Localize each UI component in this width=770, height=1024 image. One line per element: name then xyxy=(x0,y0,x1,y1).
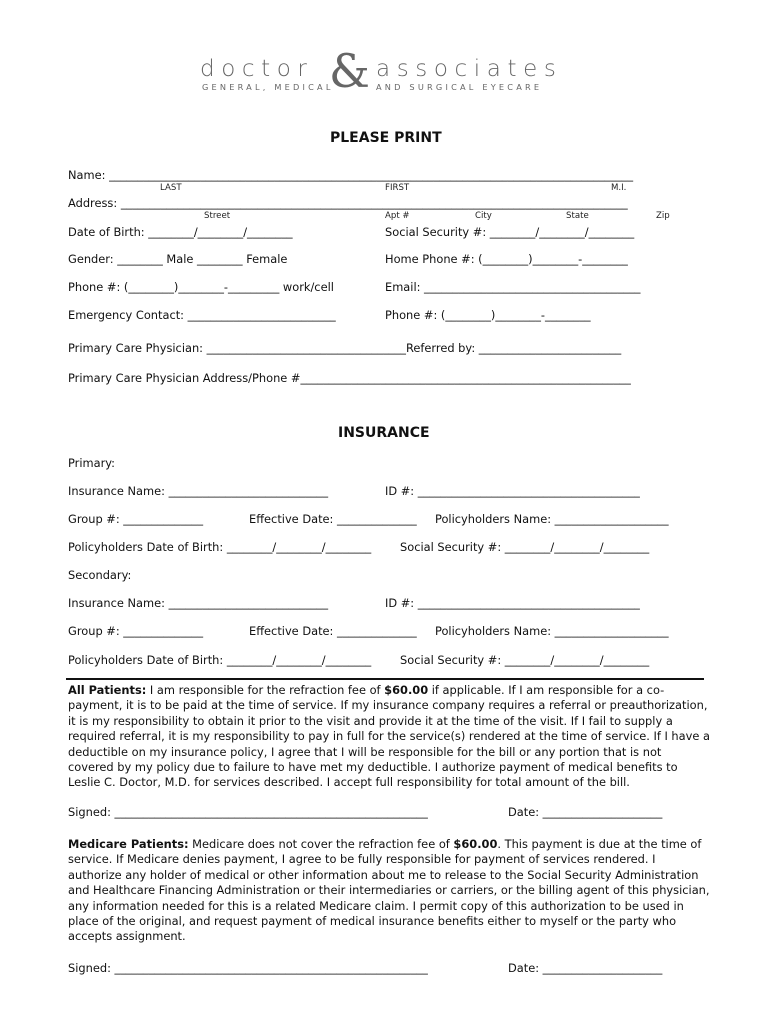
secondary-insurance-name-field[interactable]: Insurance Name: ____________________________ xyxy=(68,596,329,610)
emergency-contact-field[interactable]: Emergency Contact: __________________________ xyxy=(68,308,336,322)
medicare-text-1: Medicare does not cover the refraction fee of xyxy=(188,837,454,851)
date-of-birth-field[interactable]: Date of Birth: ________/________/________ xyxy=(68,225,293,239)
secondary-policyholder-name-field[interactable]: Policyholders Name: ____________________ xyxy=(435,624,669,638)
pcp-address-phone-field[interactable]: Primary Care Physician Address/Phone #__________________________________________________________ xyxy=(68,371,631,385)
primary-effective-date-field[interactable]: Effective Date: ______________ xyxy=(249,512,417,526)
email-field[interactable]: Email: ______________________________________ xyxy=(385,280,641,294)
signature-field-2[interactable]: Signed: _______________________________________________________ xyxy=(68,961,428,975)
logo-ampersand: & xyxy=(329,44,370,98)
logo-word-associates: associates xyxy=(376,56,563,82)
secondary-group-field[interactable]: Group #: ______________ xyxy=(68,624,204,638)
primary-policyholder-name-field[interactable]: Policyholders Name: ____________________ xyxy=(435,512,669,526)
secondary-policyholder-ssn-field[interactable]: Social Security #: ________/________/________ xyxy=(400,653,650,667)
address-city-caption: City xyxy=(475,211,492,221)
medicare-text-2: . This payment is due at the time of service. If Medicare denies payment, I agree to be fully responsible for payment of services rendered. I authorize any holder of medical or other information about me to release to the Social Security Administration and Healthcare Financing Administration or their intermediaries or carriers, or the billing agent of this physician, any information needed for this is a related Medicare claim. I permit copy of this authorization to be used in place of the original, and request payment of medical insurance benefits either to myself or the party who accepts assignment. xyxy=(68,837,710,944)
medicare-statement xyxy=(68,837,710,945)
logo-word-doctor: doctor xyxy=(200,56,314,82)
phone-work-cell-field[interactable]: Phone #: (________)________-_________ work/cell xyxy=(68,280,334,294)
signature-field-1[interactable]: Signed: _______________________________________________________ xyxy=(68,805,428,819)
name-last-caption: LAST xyxy=(160,183,182,193)
address-state-caption: State xyxy=(566,211,589,221)
insurance-heading: INSURANCE xyxy=(338,425,430,441)
address-apt-caption: Apt # xyxy=(385,211,410,221)
all-patients-text-1: I am responsible for the refraction fee of xyxy=(146,683,385,697)
primary-policyholder-ssn-field[interactable]: Social Security #: ________/________/________ xyxy=(400,540,650,554)
primary-group-field[interactable]: Group #: ______________ xyxy=(68,512,204,526)
medicare-lead: Medicare Patients: xyxy=(68,837,189,851)
gender-field[interactable]: Gender: ________ Male ________ Female xyxy=(68,252,288,266)
primary-insurance-name-field[interactable]: Insurance Name: ____________________________ xyxy=(68,484,329,498)
address-zip-caption: Zip xyxy=(656,211,670,221)
secondary-policyholder-dob-field[interactable]: Policyholders Date of Birth: ________/________/________ xyxy=(68,653,372,667)
logo-subtitle-right: AND SURGICAL EYECARE xyxy=(376,82,543,92)
all-patients-statement xyxy=(68,683,710,791)
name-field[interactable]: Name: ____________________________________________________________________________________________ xyxy=(68,168,634,182)
secondary-id-field[interactable]: ID #: _______________________________________ xyxy=(385,596,640,610)
name-first-caption: FIRST xyxy=(385,183,410,193)
section-divider xyxy=(66,678,704,680)
logo-subtitle-left: GENERAL, MEDICAL xyxy=(202,82,334,92)
address-street-caption: Street xyxy=(204,211,231,221)
primary-insurance-label: Primary: xyxy=(68,456,116,470)
secondary-effective-date-field[interactable]: Effective Date: ______________ xyxy=(249,624,417,638)
home-phone-field[interactable]: Home Phone #: (________)________-________ xyxy=(385,252,628,266)
primary-care-physician-field[interactable]: Primary Care Physician: ___________________________________Referred by: _________________________ xyxy=(68,341,622,355)
address-field[interactable]: Address: _________________________________________________________________________________________ xyxy=(68,196,628,210)
please-print-heading: PLEASE PRINT xyxy=(330,130,442,146)
social-security-field[interactable]: Social Security #: ________/________/________ xyxy=(385,225,635,239)
all-patients-fee: $60.00 xyxy=(384,683,429,697)
name-mi-caption: M.I. xyxy=(611,183,627,193)
all-patients-lead: All Patients: xyxy=(68,683,147,697)
date-field-1[interactable]: Date: _____________________ xyxy=(508,805,663,819)
all-patients-text-2: if applicable. If I am responsible for a co-payment, it is to be paid at the time of service. If my insurance company requires a referral or preauthorization, it is my responsibility to obtain it prior to the visit and provide it at the time of the visit. If I fail to supply a required referral, it is my responsibility to pay in full for the service(s) rendered at the time of service. If I have a deductible on my insurance policy, I agree that I will be responsible for the bill or any portion that is not covered by my policy due to failure to have met my deductible. I authorize payment of medical benefits to Leslie C. Doctor, M.D. for services described. I accept full responsibility for total amount of the bill. xyxy=(68,683,710,790)
secondary-insurance-label: Secondary: xyxy=(68,568,132,582)
date-field-2[interactable]: Date: _____________________ xyxy=(508,961,663,975)
emergency-phone-field[interactable]: Phone #: (________)________-________ xyxy=(385,308,591,322)
primary-policyholder-dob-field[interactable]: Policyholders Date of Birth: ________/________/________ xyxy=(68,540,372,554)
primary-id-field[interactable]: ID #: _______________________________________ xyxy=(385,484,640,498)
medicare-fee: $60.00 xyxy=(453,837,498,851)
